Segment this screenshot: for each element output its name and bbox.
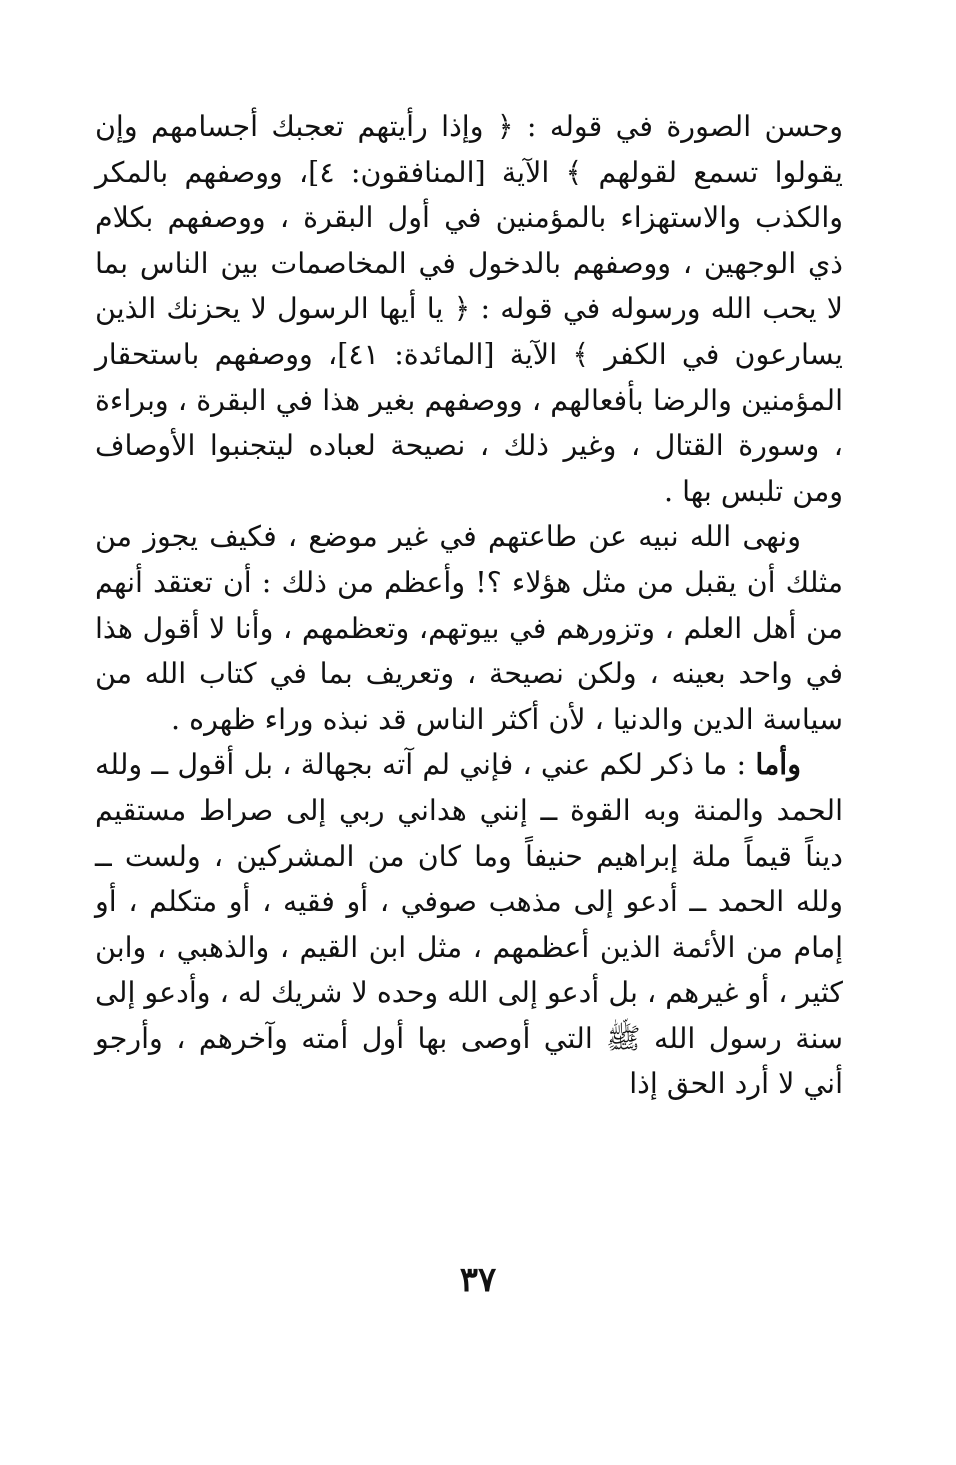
paragraph-1-text: وحسن الصورة في قوله : ﴿ وإذا رأيتهم تعجبك أجسامهم وإن يقولوا تسمع لقولهم ﴾ الآية [المنافقون: ٤]، ووصفهم بالمكر والكذب والاستهزاء بالمؤمنين في أول البقرة ، ووصفهم بكلام ذي الوجهين ، ووصفهم بالدخول في المخاصمات بين الناس بما لا يحب الله ورسوله في قوله : ﴿ يا أيها الرسول لا يحزنك الذين يسارعون في الكفر ﴾ الآية [المائدة: ٤١]، ووصفهم باستحقار المؤمنين والرضا بأفعالهم ، ووصفهم بغير هذا في البقرة ، وبراءة ، وسورة القتال ، وغير ذلك ، نصيحة لعباده ليتجنبوا الأوصاف ومن تلبس بها . (95, 110, 843, 508)
paragraph-2-text: ونهى الله نبيه عن طاعتهم في غير موضع ، فكيف يجوز من مثلك أن يقبل من مثل هؤلاء ؟! وأعظم من ذلك : أن تعتقد أنهم من أهل العلم ، وتزورهم في بيوتهم، وتعظمهم ، وأنا لا أقول هذا في واحد بعينه ، ولكن نصيحة ، وتعريف بما في كتاب الله من سياسة الدين والدنيا ، لأن أكثر الناس قد نبذه وراء ظهره . (95, 520, 843, 736)
paragraph-3 (95, 742, 843, 1107)
paragraph-3-text: : ما ذكر لكم عني ، فإني لم آته بجهالة ، بل أقول ــ ولله الحمد والمنة وبه القوة ــ إنني هداني ربي إلى صراط مستقيم ديناً قيماً ملة إبراهيم حنيفاً وما كان من المشركين ، ولست ــ ولله الحمد ــ أدعو إلى مذهب صوفي ، أو فقيه ، أو متكلم ، أو إمام من الأئمة الذين أعظمهم ، مثل ابن القيم ، والذهبي ، وابن كثير ، أو غيرهم ، بل أدعو إلى الله وحده لا شريك له ، وأدعو إلى سنة رسول الله ﷺ التي أوصى بها أول أمته وآخرهم ، وأرجو أني لا أرد الحق إذا (95, 748, 843, 1101)
paragraph-2 (95, 514, 843, 742)
paragraph-1 (95, 104, 843, 514)
paragraph-3-lead-word: وأما (755, 747, 801, 782)
page-number: ٣٧ (459, 1260, 497, 1300)
page-body (95, 104, 843, 1107)
